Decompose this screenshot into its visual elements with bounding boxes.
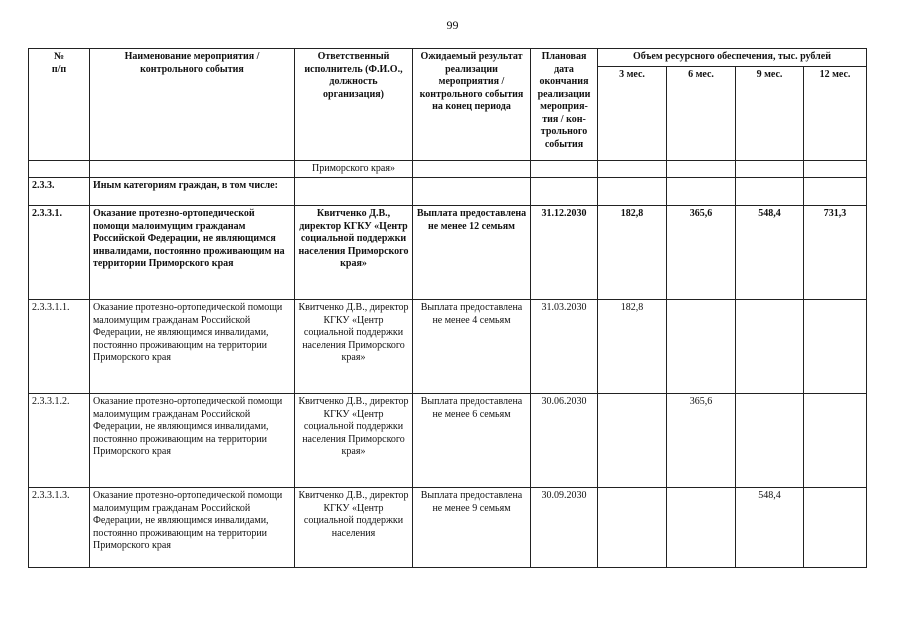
cell-6-months bbox=[667, 160, 736, 178]
cell-date bbox=[531, 178, 598, 206]
cell-name: Оказание протезно-ортопедической помощи малоимущим гражданам Российской Федерации, не являющимся инвалидами, постоянно проживающим на территории Приморского края bbox=[90, 488, 295, 568]
table-row bbox=[29, 300, 867, 394]
header-date: Плановая дата окончания реализации мероприя-тия / кон-трольного события bbox=[531, 49, 598, 161]
cell-responsible: Квитченко Д.В., директор КГКУ «Центр социальной поддержки населения Приморского края» bbox=[295, 300, 413, 394]
cell-num: 2.3.3. bbox=[29, 178, 90, 206]
header-9-months: 9 мес. bbox=[736, 66, 804, 160]
cell-expected: Выплата предоставлена не менее 6 семьям bbox=[413, 394, 531, 488]
header-12-months: 12 мес. bbox=[804, 66, 867, 160]
cell-3-months bbox=[598, 160, 667, 178]
cell-name: Оказание протезно-ортопедической помощи малоимущим гражданам Российской Федерации, не являющимся инвалидами, постоянно проживающим на территории Приморского края bbox=[90, 206, 295, 300]
cell-num: 2.3.3.1.1. bbox=[29, 300, 90, 394]
table-row bbox=[29, 178, 867, 206]
cell-12-months: 731,3 bbox=[804, 206, 867, 300]
cell-expected: Выплата предоставлена не менее 9 семьям bbox=[413, 488, 531, 568]
cell-date bbox=[531, 160, 598, 178]
cell-num: 2.3.3.1. bbox=[29, 206, 90, 300]
cell-date: 31.03.2030 bbox=[531, 300, 598, 394]
table-row bbox=[29, 394, 867, 488]
cell-name: Оказание протезно-ортопедической помощи малоимущим гражданам Российской Федерации, не являющимся инвалидами, постоянно проживающим на территории Приморского края bbox=[90, 394, 295, 488]
cell-6-months bbox=[667, 178, 736, 206]
cell-9-months: 548,4 bbox=[736, 206, 804, 300]
cell-9-months bbox=[736, 160, 804, 178]
cell-date: 31.12.2030 bbox=[531, 206, 598, 300]
cell-6-months bbox=[667, 300, 736, 394]
cell-12-months bbox=[804, 300, 867, 394]
cell-6-months bbox=[667, 488, 736, 568]
header-num: № п/п bbox=[29, 49, 90, 161]
header-expected: Ожидаемый результат реализации мероприятия / контрольного события на конец периода bbox=[413, 49, 531, 161]
cell-responsible: Квитченко Д.В., директор КГКУ «Центр социальной поддержки населения Приморского края» bbox=[295, 206, 413, 300]
cell-6-months: 365,6 bbox=[667, 394, 736, 488]
cell-num bbox=[29, 160, 90, 178]
cell-expected: Выплата предоставлена не менее 4 семьям bbox=[413, 300, 531, 394]
header-resource: Объем ресурсного обеспечения, тыс. рублей bbox=[598, 49, 867, 67]
header-responsible: Ответственный исполнитель (Ф.И.О., должность организация) bbox=[295, 49, 413, 161]
cell-9-months bbox=[736, 300, 804, 394]
cell-12-months bbox=[804, 394, 867, 488]
cell-responsible bbox=[295, 178, 413, 206]
cell-date: 30.09.2030 bbox=[531, 488, 598, 568]
cell-num: 2.3.3.1.3. bbox=[29, 488, 90, 568]
cell-responsible: Квитченко Д.В., директор КГКУ «Центр социальной поддержки населения bbox=[295, 488, 413, 568]
cell-9-months bbox=[736, 394, 804, 488]
cell-3-months bbox=[598, 488, 667, 568]
cell-12-months bbox=[804, 160, 867, 178]
cell-name bbox=[90, 160, 295, 178]
page-number: 99 bbox=[446, 18, 459, 32]
cell-date: 30.06.2030 bbox=[531, 394, 598, 488]
cell-3-months: 182,8 bbox=[598, 206, 667, 300]
cell-name: Иным категориям граждан, в том числе: bbox=[90, 178, 295, 206]
header-6-months: 6 мес. bbox=[667, 66, 736, 160]
cell-num: 2.3.3.1.2. bbox=[29, 394, 90, 488]
cell-6-months: 365,6 bbox=[667, 206, 736, 300]
cell-12-months bbox=[804, 178, 867, 206]
cell-3-months: 182,8 bbox=[598, 300, 667, 394]
table-body bbox=[29, 160, 867, 568]
table-row bbox=[29, 488, 867, 568]
plan-table bbox=[28, 48, 867, 568]
table-row bbox=[29, 206, 867, 300]
cell-3-months bbox=[598, 178, 667, 206]
header-name: Наименование мероприятия / контрольного события bbox=[90, 49, 295, 161]
cell-3-months bbox=[598, 394, 667, 488]
cell-9-months bbox=[736, 178, 804, 206]
cell-expected bbox=[413, 178, 531, 206]
table-row bbox=[29, 160, 867, 178]
header-3-months: 3 мес. bbox=[598, 66, 667, 160]
cell-12-months bbox=[804, 488, 867, 568]
cell-expected bbox=[413, 160, 531, 178]
cell-expected: Выплата предоставлена не менее 12 семьям bbox=[413, 206, 531, 300]
cell-responsible: Приморского края» bbox=[295, 160, 413, 178]
cell-responsible: Квитченко Д.В., директор КГКУ «Центр социальной поддержки населения Приморского края» bbox=[295, 394, 413, 488]
cell-9-months: 548,4 bbox=[736, 488, 804, 568]
cell-name: Оказание протезно-ортопедической помощи малоимущим гражданам Российской Федерации, не являющимся инвалидами, постоянно проживающим на территории Приморского края bbox=[90, 300, 295, 394]
